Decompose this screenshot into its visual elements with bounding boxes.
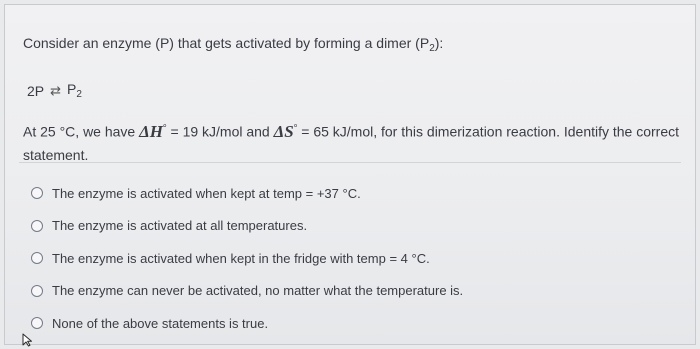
product [67,81,82,100]
answer-options [31,177,675,340]
equilibrium-arrow-icon: ⇄ [50,82,62,98]
intro-subscript: 2 [429,43,435,54]
product-symbol: P [67,81,77,97]
entropy-symbol [274,122,298,141]
answer-option-label: The enzyme can never be activated, no matter what the temperature is. [52,283,464,299]
radio-button[interactable] [31,187,43,199]
question-intro [23,33,683,59]
answer-option-3[interactable] [31,242,675,275]
divider [19,162,681,163]
question-statement [23,116,683,167]
answer-option-4[interactable] [31,275,675,308]
answer-option-2[interactable] [31,210,675,243]
question-text [23,33,683,167]
answer-option-label: The enzyme is activated when kept in the fridge with temp = 4 °C. [52,250,430,266]
reaction-equation [27,81,683,100]
radio-button[interactable] [31,317,43,329]
product-subscript: 2 [76,89,82,100]
intro-text: Consider an enzyme (P) that gets activated by forming a dimer (P [23,35,430,51]
statement-part2: = 19 kJ/mol and [166,123,274,140]
intro-text-end: ): [434,35,444,51]
mouse-pointer-icon [22,333,34,347]
radio-button[interactable] [31,252,43,264]
answer-option-5[interactable] [31,307,675,340]
question-card [4,4,696,345]
enthalpy-symbol-text: ΔH [139,121,163,141]
answer-option-label: The enzyme is activated when kept at temp = +37 °C. [52,185,361,201]
answer-option-1[interactable] [31,177,675,210]
reactant: 2P [27,82,45,99]
answer-option-label: None of the above statements is true. [52,315,269,331]
entropy-degree: ° [293,122,298,132]
enthalpy-degree: ° [163,122,167,132]
answer-option-label: The enzyme is activated at all temperatures. [52,218,308,234]
radio-button[interactable] [31,220,43,232]
statement-part3: = 65 kJ/mol, for this dimerization reaction. Identify the correct statement. [23,123,680,163]
enthalpy-symbol [139,122,167,141]
statement-part1: At 25 °C, we have [23,123,140,140]
entropy-symbol-text: ΔS [273,121,294,141]
radio-button[interactable] [31,285,43,297]
